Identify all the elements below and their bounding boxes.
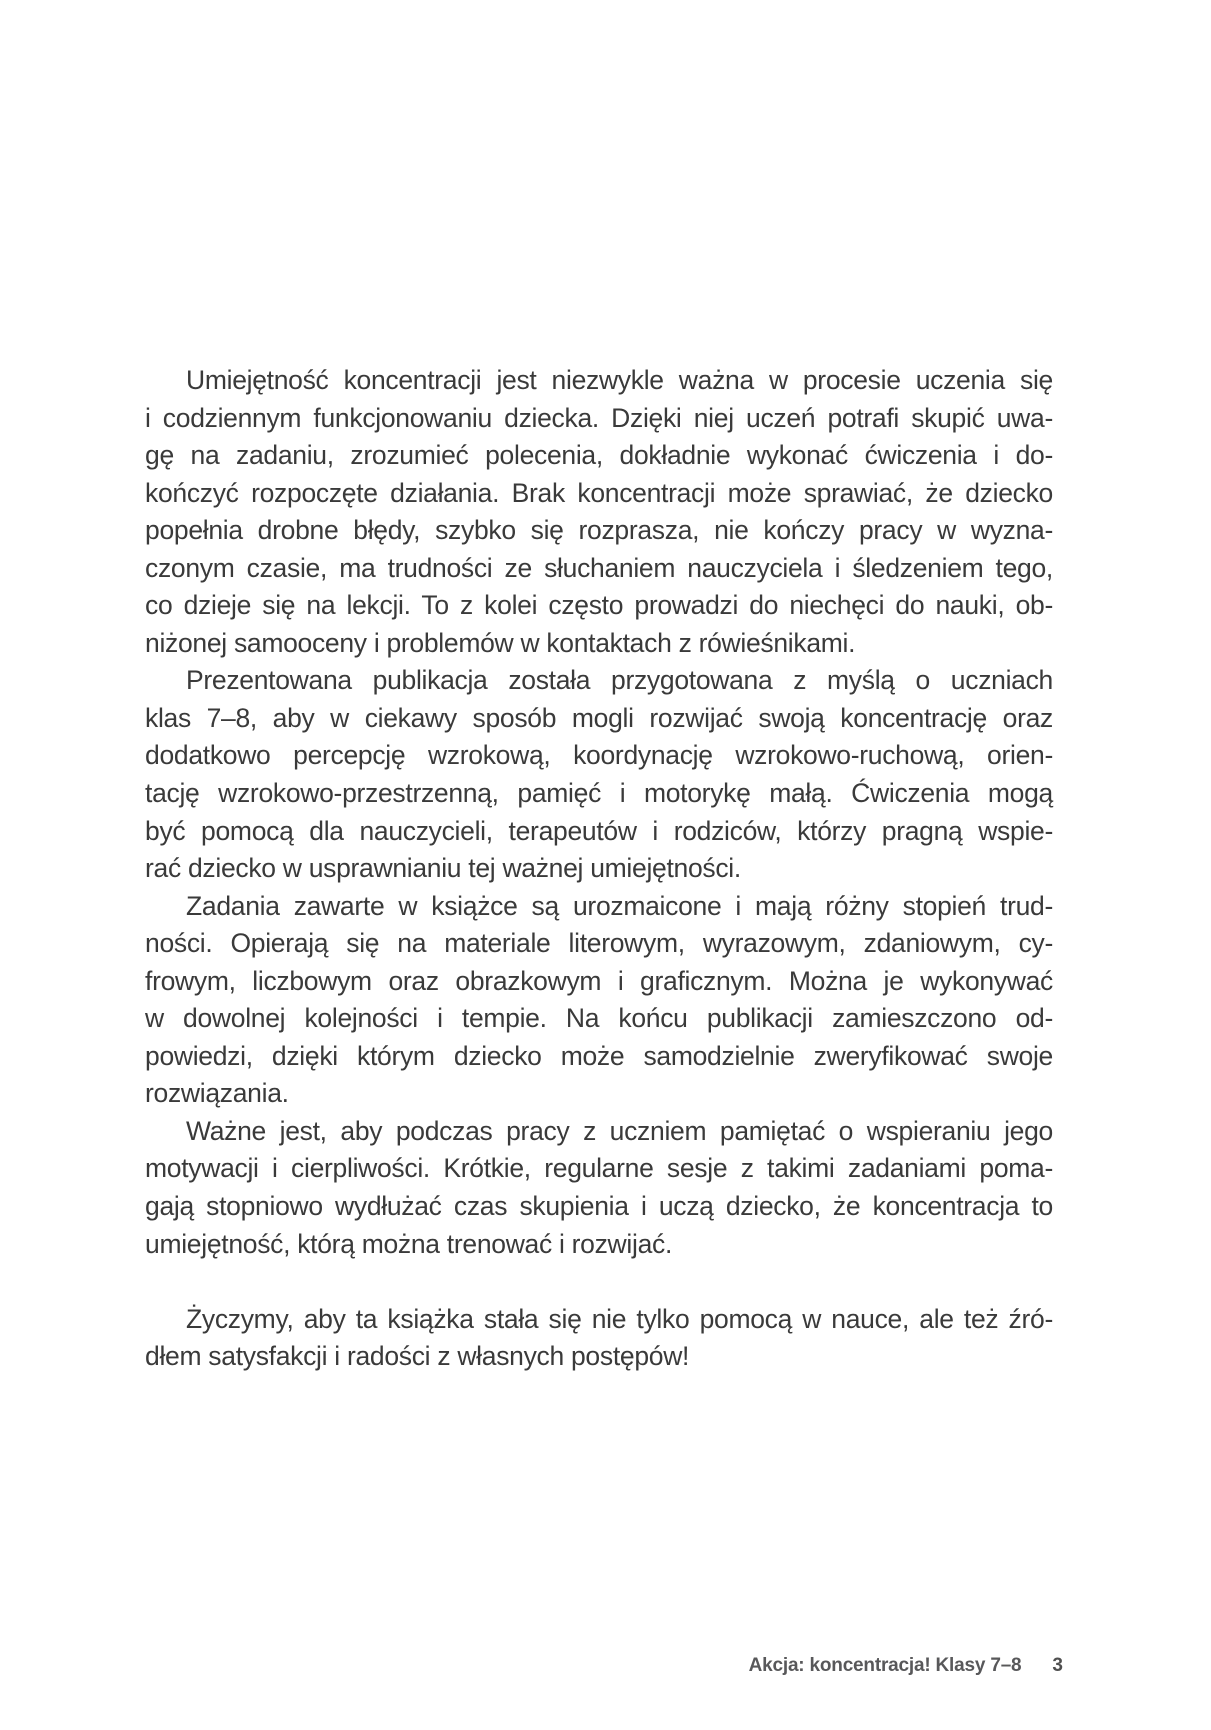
text-line: i codziennym funkcjonowaniu dziecka. Dzięki niej uczeń potrafi skupić uwa- xyxy=(145,402,1053,433)
text-line: gę na zadaniu, zrozumieć polecenia, dokładnie wykonać ćwiczenia i do- xyxy=(145,440,1053,471)
text-line: w dowolnej kolejności i tempie. Na końcu publikacji zamieszczono od- xyxy=(145,1003,1053,1034)
footer-page-number: 3 xyxy=(1052,1655,1063,1676)
text-line: frowym, liczbowym oraz obrazkowym i graficznym. Można je wykonywać xyxy=(145,965,1053,996)
text-line: umiejętność, którą można trenować i rozwijać. xyxy=(145,1228,673,1259)
text-line: być pomocą dla nauczycieli, terapeutów i rodziców, którzy pragną wspie- xyxy=(145,815,1053,846)
page-footer xyxy=(749,1654,1063,1678)
text-line: powiedzi, dzięki którym dziecko może samodzielnie zweryfikować swoje xyxy=(145,1040,1053,1071)
text-line: Umiejętność koncentracji jest niezwykle ważna w procesie uczenia się xyxy=(186,365,1053,395)
text-line: rać dziecko w usprawnianiu tej ważnej umiejętności. xyxy=(145,853,741,884)
footer-book-title: Akcja: koncentracja! Klasy 7–8 xyxy=(748,1655,1022,1676)
text-line: czonym czasie, ma trudności ze słuchaniem nauczyciela i śledzeniem tego, xyxy=(145,552,1053,583)
text-line: motywacji i cierpliwości. Krótkie, regularne sesje z takimi zadaniami poma- xyxy=(145,1153,1053,1184)
page-text xyxy=(145,362,1053,1376)
text-line: niżonej samooceny i problemów w kontaktach z rówieśnikami. xyxy=(145,627,856,658)
text-line: dłem satysfakcji i radości z własnych postępów! xyxy=(145,1341,690,1372)
text-line: ności. Opierają się na materiale literowym, wyrazowym, zdaniowym, cy- xyxy=(145,928,1053,959)
text-line: rozwiązania. xyxy=(145,1078,289,1109)
text-line: gają stopniowo wydłużać czas skupienia i uczą dziecko, że koncentracja to xyxy=(145,1191,1053,1222)
paragraph xyxy=(145,888,1053,1113)
paragraph xyxy=(145,662,1053,887)
paragraph xyxy=(145,362,1053,662)
text-line: co dzieje się na lekcji. To z kolei często prowadzi do niechęci do nauki, ob- xyxy=(145,590,1053,621)
paragraph xyxy=(145,1301,1053,1376)
text-line: popełnia drobne błędy, szybko się rozprasza, nie kończy pracy w wyzna- xyxy=(145,515,1053,546)
text-line: Życzymy, aby ta książka stała się nie tylko pomocą w nauce, ale też źró- xyxy=(186,1303,1053,1334)
text-line: dodatkowo percepcję wzrokową, koordynację wzrokowo-ruchową, orien- xyxy=(145,740,1053,771)
text-line: Prezentowana publikacja została przygotowana z myślą o uczniach xyxy=(186,665,1053,696)
text-line: kończyć rozpoczęte działania. Brak koncentracji może sprawiać, że dziecko xyxy=(145,477,1053,508)
text-line: klas 7–8, aby w ciekawy sposób mogli rozwijać swoją koncentrację oraz xyxy=(145,702,1053,733)
paragraph xyxy=(145,1113,1053,1263)
text-line: Zadania zawarte w książce są urozmaicone i mają różny stopień trud- xyxy=(186,890,1053,921)
text-line: tację wzrokowo-przestrzenną, pamięć i motorykę małą. Ćwiczenia mogą xyxy=(145,778,1053,809)
text-line: Ważne jest, aby podczas pracy z uczniem pamiętać o wspieraniu jego xyxy=(186,1115,1053,1146)
